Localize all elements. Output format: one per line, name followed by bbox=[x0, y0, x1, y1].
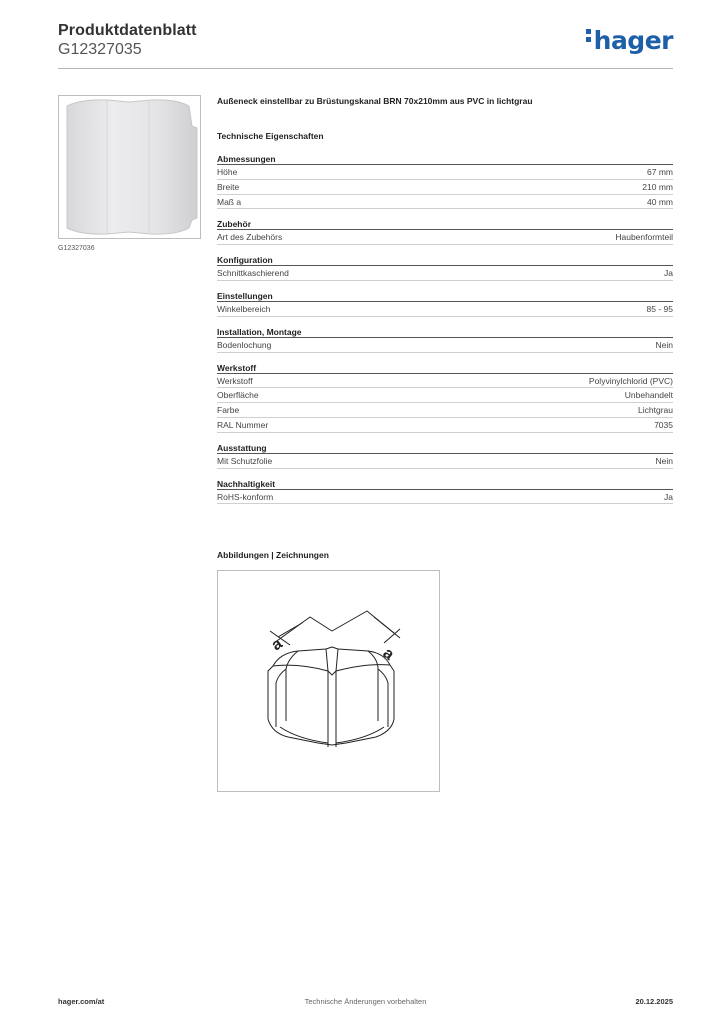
property-row bbox=[217, 165, 673, 180]
property-value: Haubenformteil bbox=[615, 232, 673, 243]
property-row bbox=[217, 266, 673, 281]
group-title: Ausstattung bbox=[217, 442, 673, 454]
property-label: Mit Schutzfolie bbox=[217, 455, 273, 466]
property-row bbox=[217, 403, 673, 418]
property-group bbox=[217, 326, 673, 353]
property-row bbox=[217, 490, 673, 505]
property-value: Ja bbox=[664, 491, 673, 502]
property-value: 67 mm bbox=[647, 167, 673, 177]
group-title: Werkstoff bbox=[217, 362, 673, 374]
product-description: Außeneck einstellbar zu Brüstungskanal BRN 70x210mm aus PVC in lichtgrau bbox=[217, 96, 533, 106]
property-value: Polyvinylchlorid (PVC) bbox=[588, 375, 673, 386]
corner-drawing-icon bbox=[218, 571, 439, 791]
property-label: Werkstoff bbox=[217, 375, 253, 386]
product-photo bbox=[58, 95, 201, 239]
product-code: G12327035 bbox=[58, 41, 142, 58]
footer-date: 20.12.2025 bbox=[635, 997, 673, 1006]
property-group bbox=[217, 218, 673, 245]
property-row bbox=[217, 230, 673, 245]
property-row bbox=[217, 374, 673, 389]
property-value: 210 mm bbox=[642, 181, 673, 192]
property-value: Ja bbox=[664, 268, 673, 279]
footer-website-link[interactable]: hager.com/at bbox=[58, 997, 105, 1006]
property-label: Farbe bbox=[217, 405, 240, 416]
main-content bbox=[217, 96, 673, 504]
property-label: Schnittkaschierend bbox=[217, 268, 289, 279]
group-title: Nachhaltigkeit bbox=[217, 478, 673, 490]
logo-dots-icon bbox=[586, 29, 592, 45]
property-group bbox=[217, 362, 673, 433]
property-row bbox=[217, 388, 673, 403]
page-header bbox=[58, 22, 673, 72]
property-value: Nein bbox=[655, 339, 673, 350]
property-value: Lichtgrau bbox=[638, 405, 673, 416]
header-divider bbox=[58, 68, 673, 69]
document-title: Produktdatenblatt bbox=[58, 22, 197, 39]
dimension-label-left: a bbox=[268, 635, 286, 655]
property-label: Maß a bbox=[217, 196, 242, 207]
property-row bbox=[217, 195, 673, 210]
product-photo-icon bbox=[59, 96, 200, 238]
property-value: 7035 bbox=[654, 419, 673, 430]
technical-drawing bbox=[217, 570, 440, 792]
property-value: 85 - 95 bbox=[646, 303, 673, 314]
property-row bbox=[217, 302, 673, 317]
property-value: 40 mm bbox=[647, 196, 673, 207]
footer-notice: Technische Änderungen vorbehalten bbox=[304, 997, 427, 1006]
property-label: RoHS-konform bbox=[217, 491, 274, 502]
property-row bbox=[217, 180, 673, 195]
property-group bbox=[217, 153, 673, 209]
group-title: Einstellungen bbox=[217, 290, 673, 302]
property-label: Breite bbox=[217, 181, 240, 192]
group-title: Konfiguration bbox=[217, 254, 673, 266]
property-groups bbox=[217, 153, 673, 504]
property-row bbox=[217, 454, 673, 469]
property-group bbox=[217, 254, 673, 281]
property-row bbox=[217, 418, 673, 433]
property-label: RAL Nummer bbox=[217, 419, 269, 430]
photo-caption: G12327036 bbox=[58, 245, 95, 252]
group-title: Abmessungen bbox=[217, 153, 673, 165]
hager-logo bbox=[586, 26, 673, 55]
property-label: Winkelbereich bbox=[217, 303, 271, 314]
group-title: Installation, Montage bbox=[217, 326, 673, 338]
property-group bbox=[217, 478, 673, 505]
property-row bbox=[217, 338, 673, 353]
property-label: Art des Zubehörs bbox=[217, 232, 283, 243]
property-label: Oberfläche bbox=[217, 390, 259, 401]
figures-heading: Abbildungen | Zeichnungen bbox=[217, 550, 329, 560]
dimension-label-right: a bbox=[379, 644, 398, 664]
property-value: Nein bbox=[655, 455, 673, 466]
property-value: Unbehandelt bbox=[624, 390, 673, 401]
property-label: Bodenlochung bbox=[217, 339, 272, 350]
logo-text: hager bbox=[593, 26, 673, 55]
group-title: Zubehör bbox=[217, 218, 673, 230]
property-group bbox=[217, 290, 673, 317]
property-label: Höhe bbox=[217, 167, 238, 177]
property-group bbox=[217, 442, 673, 469]
technical-properties-heading: Technische Eigenschaften bbox=[217, 131, 324, 141]
